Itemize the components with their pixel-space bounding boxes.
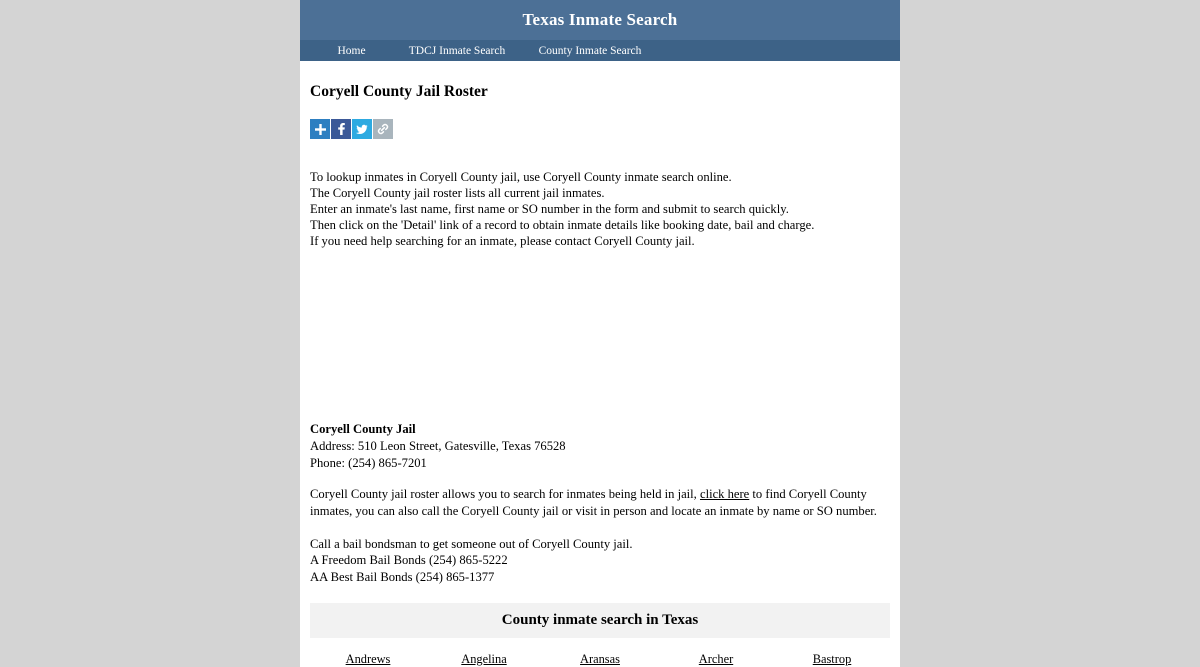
inmate-search-link[interactable]: click here [699, 486, 750, 501]
bail-heading: Call a bail bondsman to get someone out of Coryell County jail. [310, 536, 633, 551]
facebook-share-button[interactable] [331, 119, 351, 139]
site-title: Texas Inmate Search [522, 10, 678, 29]
intro-text [310, 169, 890, 249]
jail-address: Address: 510 Leon Street, Gatesville, Texas 76528 [310, 438, 566, 453]
facebook-icon [334, 122, 348, 136]
roster-description-after: to find Coryell County inmates, you can also call the Coryell County jail or visit in person and locate an inmate by name or SO number. [310, 486, 877, 518]
roster-description-before: Coryell County jail roster allows you to search for inmates being held in jail, [310, 486, 700, 501]
advertisement-placeholder [310, 249, 890, 421]
nav-item-county-inmate-search[interactable]: County Inmate Search [538, 44, 642, 57]
bail-bondsman-item: A Freedom Bail Bonds (254) 865-5222 [310, 553, 508, 567]
county-link-bastrop[interactable]: Bastrop [812, 652, 852, 666]
plus-icon [314, 123, 327, 136]
county-link-aransas[interactable]: Aransas [580, 652, 620, 666]
site-header [300, 0, 900, 40]
roster-description [310, 486, 890, 520]
share-buttons [310, 119, 890, 139]
intro-line: The Coryell County jail roster lists all current jail inmates. [310, 186, 605, 200]
bail-bondsman-item: AA Best Bail Bonds (254) 865-1377 [310, 569, 495, 584]
twitter-icon [355, 122, 369, 136]
intro-line: Enter an inmate's last name, first name or SO number in the form and submit to search quickly. [310, 202, 789, 216]
bail-bondsman-info [310, 536, 890, 586]
county-link-archer[interactable]: Archer [698, 652, 734, 666]
page-title: Coryell County Jail Roster [310, 83, 488, 100]
county-search-section [310, 603, 890, 638]
intro-line: To lookup inmates in Coryell County jail, use Coryell County inmate search online. [310, 170, 732, 184]
county-search-heading: County inmate search in Texas [501, 612, 699, 628]
twitter-share-button[interactable] [352, 119, 372, 139]
county-link-angelina[interactable]: Angelina [461, 652, 507, 666]
page-container [300, 0, 900, 667]
jail-info [310, 421, 890, 472]
jail-phone: Phone: (254) 865-7201 [310, 456, 427, 470]
jail-name: Coryell County Jail [310, 422, 416, 436]
addthis-share-button[interactable] [310, 119, 330, 139]
nav-item-tdcj-inmate-search[interactable]: TDCJ Inmate Search [408, 44, 506, 57]
intro-line: If you need help searching for an inmate, please contact Coryell County jail. [310, 234, 695, 248]
link-icon [376, 122, 390, 136]
county-link-andrews[interactable]: Andrews [345, 652, 391, 666]
county-links-grid [310, 652, 890, 667]
nav-item-home[interactable]: Home [337, 44, 366, 57]
intro-line: Then click on the 'Detail' link of a record to obtain inmate details like booking date, bail and charge. [310, 218, 815, 232]
copy-link-share-button[interactable] [373, 119, 393, 139]
main-content [300, 61, 900, 667]
main-navigation [300, 40, 900, 61]
